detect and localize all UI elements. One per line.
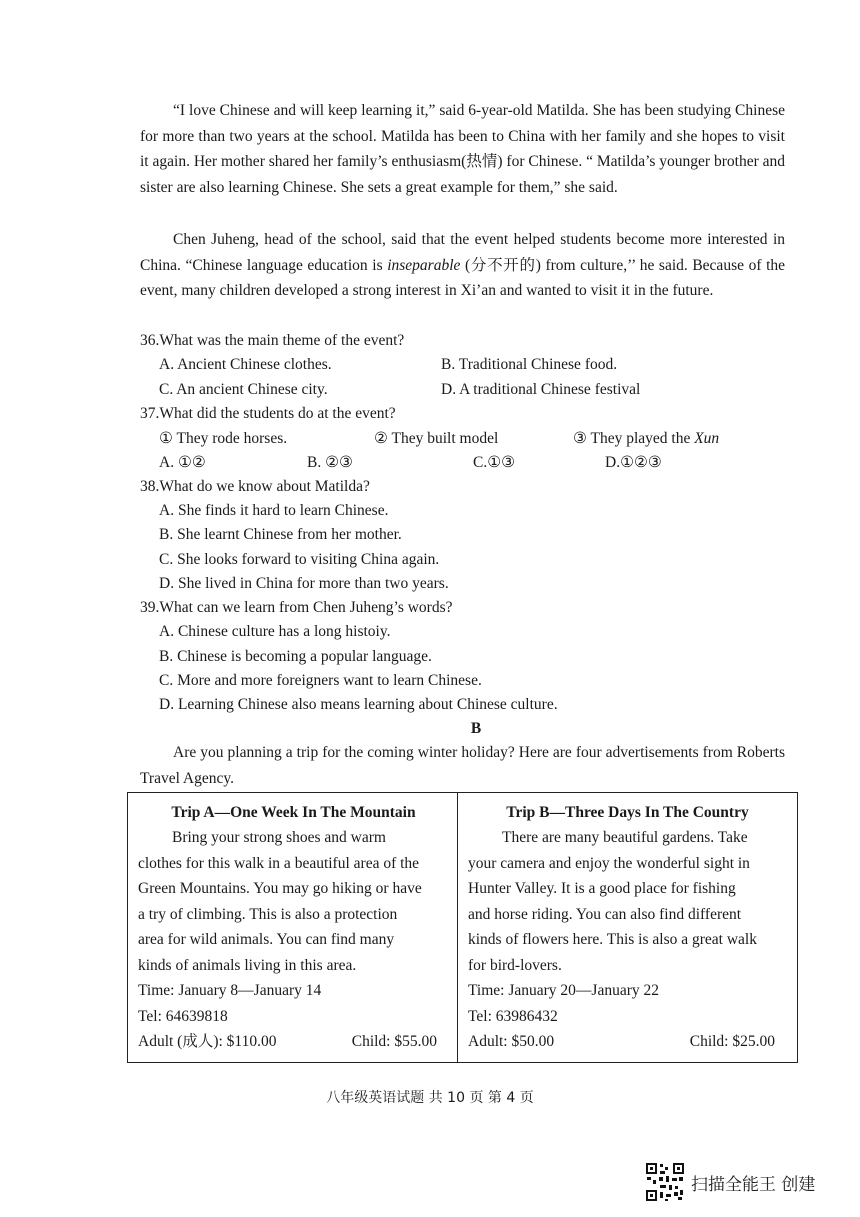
trip-b-line-4: and horse riding. You can also find different xyxy=(468,905,742,923)
trip-b-tel: Tel: 63986432 xyxy=(468,1007,558,1025)
trip-b-child-price: Child: $25.00 xyxy=(689,1033,775,1050)
trip-b-line-3: Hunter Valley. It is a good place for fishing xyxy=(468,880,736,897)
trip-a-line-2: clothes for this walk in a beautiful area of the xyxy=(138,854,420,872)
trip-a-time: Time: January 8—January 14 xyxy=(138,982,322,999)
trip-b-line-2: your camera and enjoy the wonderful sight in xyxy=(468,854,750,872)
trip-a-child-price: Child: $55.00 xyxy=(351,1033,437,1050)
trip-b-line-5: kinds of flowers here. This is also a great walk xyxy=(468,931,757,948)
trip-b-prices xyxy=(468,1029,787,1055)
question-36-option-a: A. Ancient Chinese clothes. xyxy=(159,356,332,373)
trip-b-time: Time: January 20—January 22 xyxy=(468,982,660,999)
question-37-option-b: B. ②③ xyxy=(307,454,353,471)
question-38-option-b: B. She learnt Chinese from her mother. xyxy=(159,526,402,543)
scanner-brand-text: 扫描全能王 创建 xyxy=(691,1174,816,1195)
section-b-intro: Are you planning a trip for the coming winter holiday? Here are four advertisements from Roberts Travel Agency. xyxy=(140,744,785,787)
trip-b-line-1: There are many beautiful gardens. Take xyxy=(502,829,748,846)
trip-a-tel: Tel: 64639818 xyxy=(138,1007,228,1025)
question-36-option-b: B. Traditional Chinese food. xyxy=(441,356,618,373)
question-39-stem: 39.What can we learn from Chen Juheng’s words? xyxy=(140,599,453,616)
page-footer: 八年级英语试题 共 10 页 第 4 页 xyxy=(326,1090,534,1106)
question-38-stem: 38.What do we know about Matilda? xyxy=(140,478,370,495)
trip-a-line-3: Green Mountains. You may go hiking or have xyxy=(138,880,422,897)
trip-a-line-6: kinds of animals living in this area. xyxy=(138,956,357,974)
trips-table xyxy=(127,792,798,1063)
trip-a-column xyxy=(128,793,458,1062)
trip-a-line-4: a try of climbing. This is also a protection xyxy=(138,905,398,923)
question-39-option-b: B. Chinese is becoming a popular language. xyxy=(159,648,432,665)
scanner-watermark xyxy=(645,1162,815,1202)
question-39-option-a: A. Chinese culture has a long histoiy. xyxy=(159,623,391,640)
qr-code-icon xyxy=(645,1162,685,1202)
question-38-option-d: D. She lived in China for more than two years. xyxy=(159,575,449,592)
trip-b-column xyxy=(458,793,797,1062)
question-39-option-c: C. More and more foreigners want to learn Chinese. xyxy=(159,672,482,689)
trip-a-adult-price: Adult (成人): $110.00 xyxy=(138,1033,277,1050)
question-37-stem: 37.What did the students do at the event? xyxy=(140,405,396,422)
trip-a-line-5: area for wild animals. You can find many xyxy=(138,931,395,948)
question-37-statement-3 xyxy=(573,427,719,451)
question-38-option-c: C. She looks forward to visiting China again. xyxy=(159,551,440,568)
question-36-option-d: D. A traditional Chinese festival xyxy=(441,381,641,398)
trip-a-prices xyxy=(138,1029,449,1055)
passage-p2-text-a: Chen Juheng, head of the school, said that the event helped students become more interested in China. “Chinese language education is xyxy=(140,231,785,274)
section-b-heading: B xyxy=(470,720,482,737)
question-39-option-d: D. Learning Chinese also means learning about Chinese culture. xyxy=(159,696,558,713)
trip-b-line-6: for bird-lovers. xyxy=(468,956,562,974)
passage-paragraph-2 xyxy=(140,227,785,304)
question-36-stem: 36.What was the main theme of the event? xyxy=(140,332,405,349)
trip-b-adult-price: Adult: $50.00 xyxy=(468,1033,555,1050)
question-37-option-c: C.①③ xyxy=(473,454,516,471)
question-37-statement-2: ② They built model xyxy=(374,430,499,447)
passage-p2-italic: inseparable xyxy=(387,256,461,274)
trip-a-line-1: Bring your strong shoes and warm xyxy=(172,829,386,846)
question-37-statement-1: ① They rode horses. xyxy=(159,430,288,447)
trip-a-title: Trip A—One Week In The Mountain xyxy=(171,804,416,821)
trip-b-title: Trip B—Three Days In The Country xyxy=(506,804,749,821)
question-37-statement-3-text: ③ They played the xyxy=(573,430,695,447)
passage-paragraph-1: “I love Chinese and will keep learning it,” said 6-year-old Matilda. She has been studying Chinese for more than two years at the school. Matilda has been to China with her family and she hopes to visit it again. Her mother shared her family’s enthusiasm(热情) for Chinese. “ Matilda’s younger brother and sister are also learning Chinese. She sets a great example for them,” she said. xyxy=(140,102,785,196)
question-37-option-a: A. ①② xyxy=(159,454,206,471)
passage-p2-text-b: (分不开的) from culture,’’ he said. Because of the event, many children developed a strong interest in Xi’an and wanted to visit it in the future. xyxy=(140,256,785,300)
question-37-statement-3-italic: Xun xyxy=(694,430,720,447)
question-36-option-c: C. An ancient Chinese city. xyxy=(159,381,328,398)
question-37-option-d: D.①②③ xyxy=(605,454,662,471)
question-38-option-a: A. She finds it hard to learn Chinese. xyxy=(159,502,389,519)
